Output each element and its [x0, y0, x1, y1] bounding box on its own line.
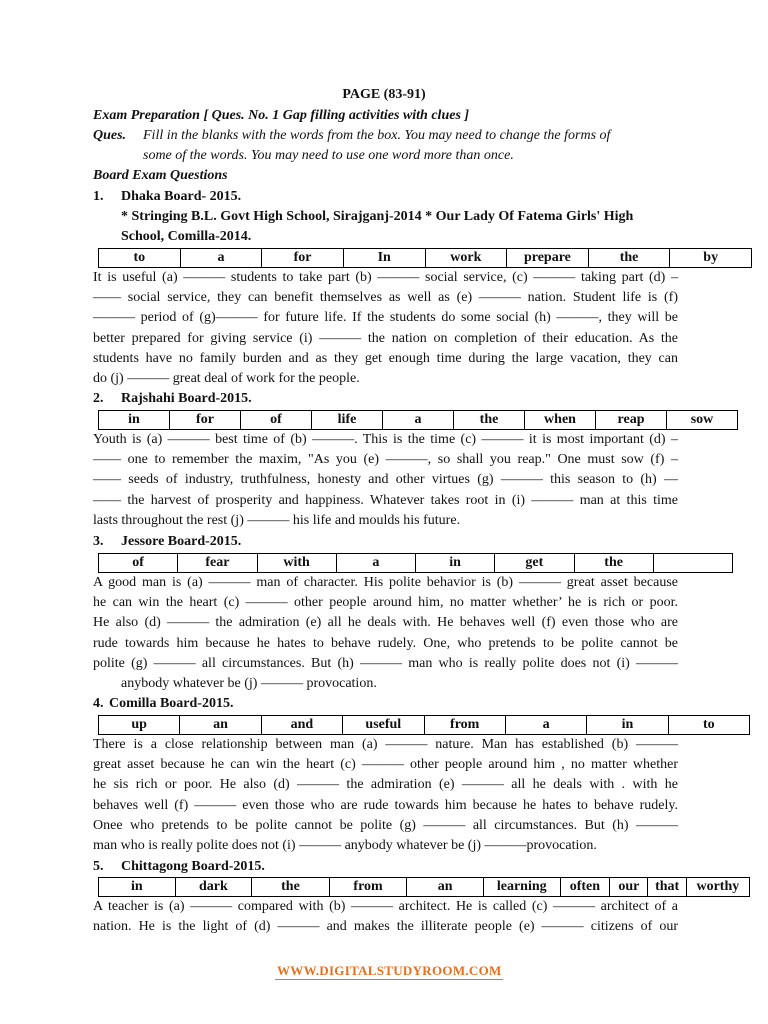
section-heading: Jessore Board-2015. [121, 534, 242, 549]
word-box-cell: for [262, 249, 344, 268]
word-box-cell: a [180, 249, 262, 268]
word-box-cell: dark [175, 878, 252, 897]
section-number: 1. [93, 189, 104, 204]
word-box-cell: with [257, 554, 336, 573]
passage-line: Youth is (a) ——— best time of (b) ———. This is the time (c) ——— it is most important (d) – [93, 432, 678, 447]
passage-line: he sis rich or poor. He also (d) ——— the admiration (e) ——— all he deals with . with he [93, 777, 678, 793]
passage-line: polite (g) ——— all circumstances. But (h) ——— man who is really polite does not (i) ——— [93, 655, 678, 671]
word-box-cell: in [99, 878, 176, 897]
section-heading: Dhaka Board- 2015. [121, 189, 242, 204]
passage-line: do (j) ——— great deal of work for the people. [93, 371, 360, 387]
word-box-cell: prepare [507, 249, 589, 268]
word-box-cell: of [99, 554, 178, 573]
section-number: 5. [93, 859, 104, 874]
passage-line: —— the harvest of prosperity and happiness. Whatever takes root in (i) ——— man at this time [93, 492, 678, 508]
passage-line: —— social service, they can benefit themselves as well as (e) ——— nation. Student life is (f) [93, 290, 678, 306]
word-box-cell: up [99, 716, 180, 735]
passage-line: students have no family burden and as they get enough time during the large vacation, they can [93, 350, 678, 366]
word-box-cell: the [574, 554, 653, 573]
passage-line: rude towards him because he hates to behave rudely. One, who pretends to be polite cannot be [93, 635, 678, 651]
section-heading: Chittagong Board-2015. [121, 859, 265, 874]
word-box-cell: sow [667, 411, 738, 430]
word-box-cell: reap [596, 411, 667, 430]
word-box [98, 248, 752, 268]
passage-line: Onee who pretends to be polite cannot be polite (g) ——— all circumstances. But (h) ——— [93, 817, 678, 833]
word-box-cell: from [329, 878, 407, 897]
word-box-cell: get [495, 554, 574, 573]
word-box-cell: in [587, 716, 668, 735]
board-exam-heading: Board Exam Questions [93, 168, 228, 183]
passage [93, 897, 678, 937]
word-box-cell: by [670, 249, 752, 268]
word-box-cell: the [588, 249, 670, 268]
word-box-cell: in [416, 554, 495, 573]
word-box-cell: life [312, 411, 383, 430]
word-box-cell: often [560, 878, 610, 897]
passage-line: He also (d) ——— the admiration (e) all he deals with. He behaves well (f) even those who are [93, 615, 678, 631]
passage-line: A teacher is (a) ——— compared with (b) ——— architect. He is called (c) ——— architect of a [93, 899, 678, 914]
word-box-cell: worthy [686, 878, 749, 897]
passage-line: behaves well (f) ——— even those who are rude towards him because he hates to behave rudely. [93, 797, 678, 813]
word-box-cell: our [610, 878, 648, 897]
word-box-cell: that [648, 878, 686, 897]
word-box-cell: to [668, 716, 749, 735]
footer-website-link[interactable]: WWW.DIGITALSTUDYROOM.COM [277, 963, 502, 978]
page-title: PAGE (83-91) [342, 87, 426, 102]
passage-line: ——— period of (g)——— for future life. If the students do some social (h) ———, they will be [93, 310, 678, 326]
section-number: 3. [93, 534, 104, 549]
word-box-cell: from [424, 716, 505, 735]
section-subheading: School, Comilla-2014. [121, 229, 252, 244]
word-box-cell: in [99, 411, 170, 430]
passage-line: he can win the heart (c) ——— other people around him, no matter whether’ he is rich or poor. [93, 595, 678, 611]
ques-line-2: some of the words. You may need to use one word more than once. [143, 148, 514, 163]
word-box [98, 877, 750, 897]
passage [93, 735, 678, 856]
footer-underline [275, 979, 503, 980]
word-box-cell: for [170, 411, 241, 430]
word-box-cell [653, 554, 732, 573]
passage [93, 430, 678, 531]
passage-line: —— one to remember the maxim, "As you (e) ———, so shall you reap." One must sow (f) – [93, 452, 678, 468]
word-box [98, 553, 733, 573]
word-box-cell: when [525, 411, 596, 430]
word-box-cell: of [241, 411, 312, 430]
section-heading: Comilla Board-2015. [109, 696, 234, 711]
word-box-cell: fear [178, 554, 257, 573]
word-box-cell: work [425, 249, 507, 268]
word-box-cell: an [180, 716, 261, 735]
passage-line: great asset because he can win the heart (c) ——— other people around him , no matter whether [93, 757, 678, 773]
ques-line-1: Fill in the blanks with the words from the box. You may need to change the forms of [143, 128, 611, 143]
word-box-cell: to [99, 249, 181, 268]
word-box [98, 715, 750, 735]
exam-prep-heading: Exam Preparation [ Ques. No. 1 Gap filling activities with clues ] [93, 108, 470, 123]
ques-label: Ques. [93, 128, 127, 143]
passage-line: nation. He is the light of (d) ——— and makes the illiterate people (e) ——— citizens of our [93, 919, 678, 935]
passage-line: A good man is (a) ——— man of character. His polite behavior is (b) ——— great asset because [93, 575, 678, 590]
passage-line: There is a close relationship between man (a) ——— nature. Man has established (b) ——— [93, 737, 678, 752]
section-heading: Rajshahi Board-2015. [121, 391, 252, 406]
word-box-cell: the [454, 411, 525, 430]
word-box-cell: In [343, 249, 425, 268]
section-number: 4. [93, 696, 104, 711]
word-box-cell: a [383, 411, 454, 430]
section-subheading: * Stringing B.L. Govt High School, Sirajganj-2014 * Our Lady Of Fatema Girls' High [121, 209, 634, 224]
passage-line: better prepared for giving service (i) ——— the nation on completion of their education. As the [93, 330, 678, 346]
word-box-cell: and [261, 716, 342, 735]
passage-line: anybody whatever be (j) ——— provocation. [121, 676, 377, 692]
passage-line: man who is really polite does not (i) ——— anybody whatever be (j) ———provocation. [93, 838, 597, 854]
passage [93, 573, 678, 694]
word-box-cell: an [407, 878, 484, 897]
word-box-cell: a [505, 716, 586, 735]
word-box [98, 410, 738, 430]
word-box-cell: the [252, 878, 330, 897]
passage-line: It is useful (a) ——— students to take part (b) ——— social service, (c) ——— taking part (d) – [93, 270, 678, 285]
word-box-cell: useful [343, 716, 424, 735]
word-box-cell: learning [483, 878, 560, 897]
passage-line: —— seeds of industry, truthfulness, honesty and other virtues (g) ——— this season to (h) — [93, 472, 678, 488]
section-number: 2. [93, 391, 104, 406]
passage-line: lasts throughout the rest (j) ——— his life and moulds his future. [93, 512, 461, 528]
passage [93, 268, 678, 389]
word-box-cell: a [336, 554, 415, 573]
